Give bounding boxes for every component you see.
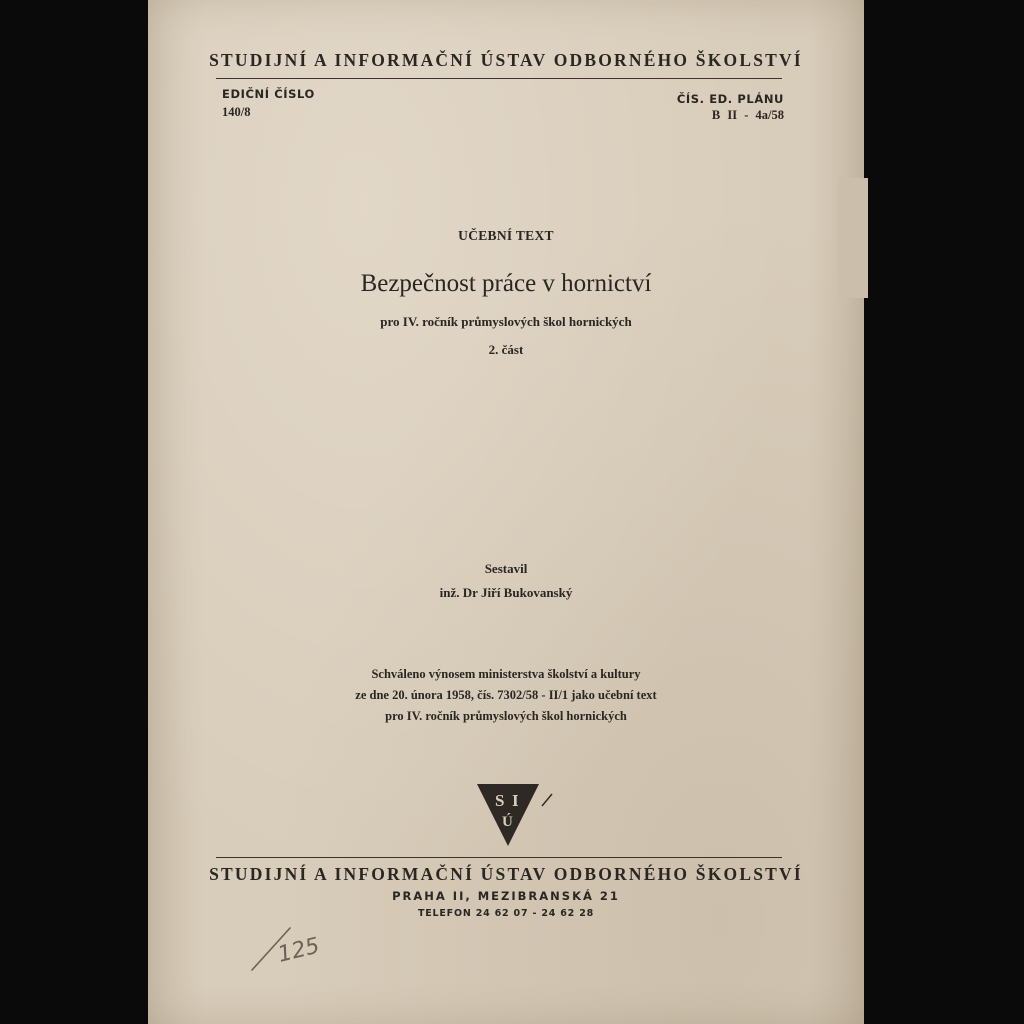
footer-rule [216,857,782,858]
document-title: Bezpečnost práce v hornictví [360,270,652,297]
approval-line-3: pro IV. ročník průmyslových škol hornických [385,709,627,723]
author-name: inž. Dr Jiří Bukovanský [439,585,573,600]
header-institute-title: STUDIJNÍ A INFORMAČNÍ ÚSTAV ODBORNÉHO ŠKOLSTVÍ [209,50,803,70]
logo-letter-u: Ú [502,814,513,830]
logo-letter-i: I [512,791,519,810]
footer-institute-title: STUDIJNÍ A INFORMAČNÍ ÚSTAV ODBORNÉHO ŠKOLSTVÍ [209,864,803,884]
approval-line-1: Schváleno výnosem ministerstva školství a kultury [371,667,641,681]
approval-line-2: ze dne 20. února 1958, čís. 7302/58 - II/1 jako učební text [355,688,657,702]
compiled-by-label: Sestavil [484,561,528,576]
footer-phone: TELEFON 24 62 07 - 24 62 28 [417,908,595,919]
footer-address: PRAHA II, MEZIBRANSKÁ 21 [392,889,620,903]
document-subtitle: pro IV. ročník průmyslových škol hornických [380,314,632,329]
document-type: UČEBNÍ TEXT [458,228,554,243]
edition-label: EDIČNÍ ČÍSLO [222,87,315,101]
handwritten-price-mark [244,908,344,978]
publisher-logo [473,780,543,850]
page-edge-tear [838,178,868,298]
header-rule [216,78,782,79]
plan-number: B II - 4a/58 [711,108,784,122]
handwritten-price-text: 125 [275,933,323,968]
plan-label: ČÍS. ED. PLÁNU [676,92,784,106]
edition-number: 140/8 [222,105,251,119]
document-part: 2. část [488,342,524,357]
logo-tick-mark [538,790,558,810]
logo-letter-s: S [495,791,505,810]
document-page [148,0,864,1024]
approval-note [148,664,864,727]
